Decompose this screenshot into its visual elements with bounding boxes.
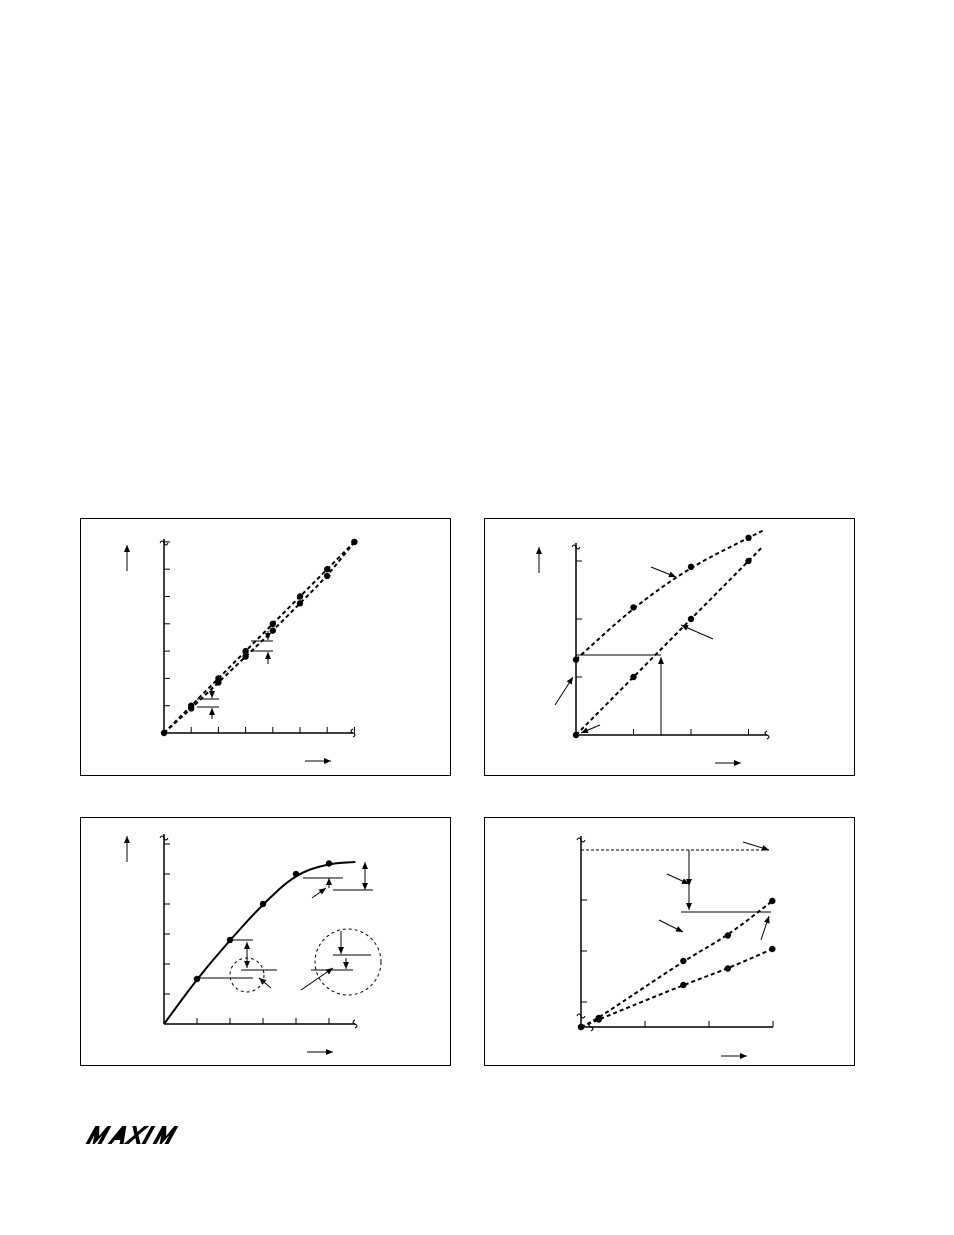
data-point [725, 932, 731, 938]
diagram-panel-saturation [80, 817, 451, 1066]
data-point [745, 558, 751, 564]
data-point [688, 564, 694, 570]
data-point [270, 627, 276, 633]
data-point [630, 604, 636, 610]
origin-point [161, 730, 167, 736]
dnl-diagram [81, 519, 452, 777]
data-point [242, 653, 248, 659]
data-point [769, 898, 775, 904]
data-point [596, 1016, 602, 1022]
zoom-arrow-head [338, 947, 344, 954]
x-direction-arrow-head [326, 1049, 333, 1055]
y-direction-arrow-head [124, 545, 130, 552]
curve-pointer-arrow-head [668, 572, 676, 578]
data-point [270, 621, 276, 627]
saturation-diagram [81, 818, 452, 1067]
step-arrow-head [244, 961, 250, 968]
maxim-logo-icon [84, 1124, 194, 1146]
y-direction-arrow-head [124, 836, 130, 843]
dnl-error-arrow-head [209, 691, 215, 698]
data-point [769, 946, 775, 952]
transfer-curve-2 [581, 949, 772, 1027]
data-point [680, 982, 686, 988]
step-arrow-head [244, 942, 250, 949]
x-direction-arrow-head [734, 760, 741, 766]
transfer-curve [164, 862, 355, 1024]
y-direction-arrow-head [536, 547, 542, 554]
data-point [215, 679, 221, 685]
reference-arrow-head [658, 657, 664, 664]
zoom-arrow-head [343, 962, 349, 969]
pointer-arrow-head [761, 845, 769, 851]
data-point [725, 965, 731, 971]
gain-error-arrow-head [686, 903, 692, 910]
data-point [578, 1024, 584, 1030]
data-point [688, 616, 694, 622]
data-point [573, 732, 579, 738]
data-point [351, 539, 357, 545]
gain-error-diagram [485, 818, 856, 1067]
diagram-panel-gain-error [484, 817, 855, 1066]
offset-gain-diagram [485, 519, 856, 777]
data-point [188, 705, 194, 711]
pointer-arrow-head [319, 888, 326, 895]
saturation-arrow-head [362, 862, 368, 869]
data-point [680, 958, 686, 964]
pointer-arrow-head [326, 968, 333, 974]
data-point [745, 535, 751, 541]
saturation-arrow-head [326, 878, 332, 885]
x-direction-arrow-head [324, 758, 331, 764]
data-point [326, 860, 332, 866]
data-point [260, 901, 266, 907]
transfer-curve-1 [581, 901, 772, 1027]
x-direction-arrow-head [740, 1053, 747, 1059]
dnl-error-arrow-head [265, 652, 271, 659]
data-point [297, 593, 303, 599]
data-point [573, 656, 579, 662]
diagram-panel-dnl [80, 518, 451, 776]
diagram-panel-offset-gain [484, 518, 855, 776]
data-point [324, 573, 330, 579]
dnl-error-arrow-head [209, 708, 215, 715]
data-point [194, 976, 200, 982]
pointer-arrow-head [764, 916, 770, 924]
data-point [630, 674, 636, 680]
offset-pointer-arrow-head [567, 677, 573, 685]
data-point [297, 600, 303, 606]
data-point [293, 871, 299, 877]
